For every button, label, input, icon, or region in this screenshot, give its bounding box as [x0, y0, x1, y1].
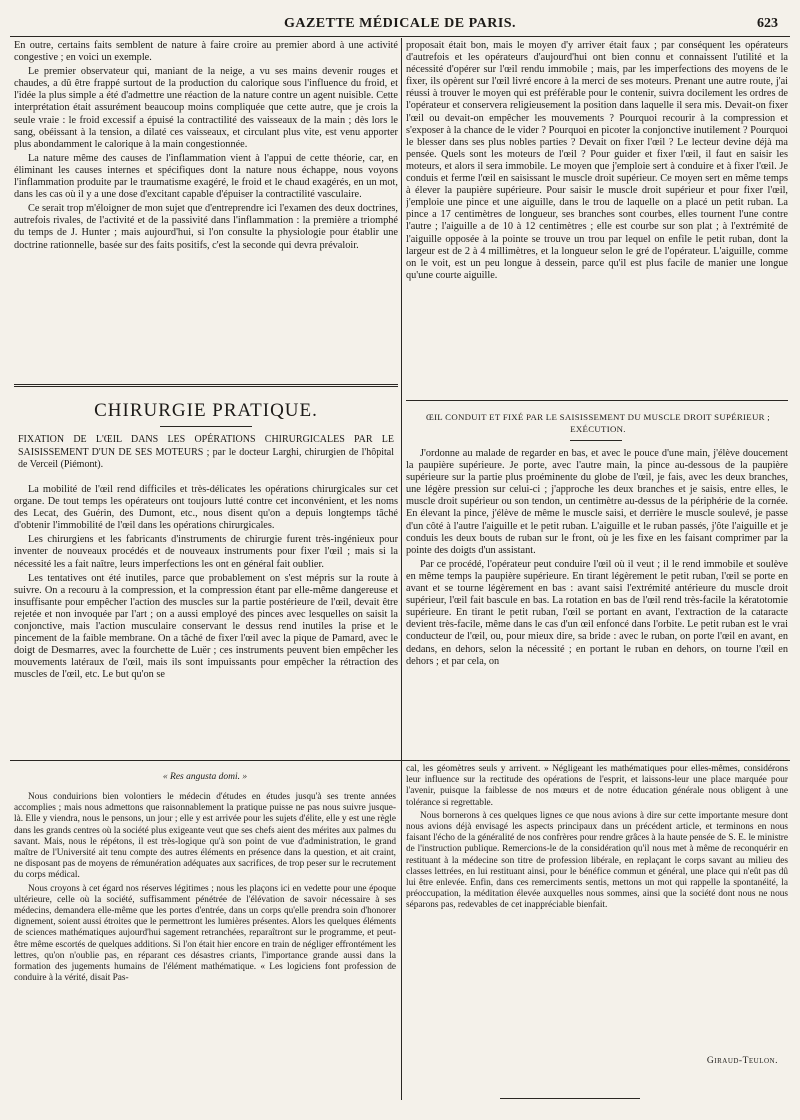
- paragraph: J'ordonne au malade de regarder en bas, et avec le pouce d'une main, j'élève doucement la paupière supérieure. Je porte, avec l'autre main, la pince au-dessous de la paupière supérieure sur la partie plus proéminente du globe de l'œil, je fais, avec les deux branches, une légère pression sur celui-ci ; j'approche les deux branches et je saisis, entre elles, le muscle droit supérieur ou son tendon, un centimètre au-dessus de la périphérie de la cornée. En élevant la pince, j'élève de même le muscle saisi, et derrière le muscle soulevé, je passe d'un côté à l'autre l'aiguille et le petit ruban. L'aiguille et le ruban passés, j'ôte l'aiguille et je conduis les deux bouts de ruban sur le front, où je les fixe en les faisant comprimer par la pointe des doigts d'un assistant.: [406, 448, 788, 556]
- header-rule: [10, 36, 790, 37]
- paragraph: Nous conduirions bien volontiers le médecin d'études en études jusqu'à ses trente années accomplies ; mais nous admettons que raisonnablement la pratique puisse ne pas nous suivre jusque-là. Elle y viendra, nous le pensons, un jour ; elle y est arrivée pour les sujets d'élite, elle y est une règle dans les grands centres où la société plus exigeante veut que ses chefs aient des mérites aux palmes du savant. Mais, nous le répétons, il est très-logique qu'à son point de vue d'administration, le grand maître de l'Université ait tenu compte des autres éléments en présence dans la question, et ait craint, ne disposant pas de moyens de rémunération adéquates aux sacrifices, de trop peser sur le recrutement du corps médical.: [14, 792, 396, 881]
- section-title-underline: [160, 426, 252, 427]
- paragraph: Les chirurgiens et les fabricants d'instruments de chirurgie furent très-ingénieux pour inventer de nouveaux procédés et de nouveaux instruments pour fixer l'œil ; mais si la nécessité les a fait naître, leurs imperfections les ont en général fait oublier.: [14, 534, 398, 570]
- right-subheading: ŒIL CONDUIT ET FIXÉ PAR LE SAISISSEMENT DU MUSCLE DROIT SUPÉRIEUR ; EXÉCUTION.: [425, 412, 771, 434]
- paragraph: La mobilité de l'œil rend difficiles et très-délicates les opérations chirurgicales sur cet organe. De tout temps les opérateurs ont toujours lutté contre cet inconvénient, et les noms des Lecat, des Guérin, des Dumont, etc., nous disent qu'on a depuis longtemps tâché d'obtenir l'immobilité de l'œil dans les opérations chirurgicales.: [14, 484, 398, 532]
- section-rule-top-2: [14, 386, 398, 387]
- right-section-rule: [406, 400, 788, 401]
- subheading-underline: [570, 440, 622, 441]
- paragraph: En outre, certains faits semblent de nature à faire croire au premier abord à une activité congestive ; en voici un exemple.: [14, 40, 398, 64]
- paragraph: Nous bornerons à ces quelques lignes ce que nous avions à dire sur cette importante mesure dont nous avions déjà envisagé les aspects principaux dans un précédent article, et terminons en nous faisant l'écho de la généralité de nos confrères pour rendre grâces à la haute pensée de S. E. le ministre de l'instruction publique. Remercions-le de la considération qu'il nous met à même de reconquérir en restituant à la médecine son titre de profession libérale, en replaçant le corps savant au milieu des classes lettrées, en lui restituant ainsi, pour le bénéfice commun et général, une place qui n'eût pas dû lui être enlevée. Enfin, dans ces remerciments sentis, mettons un mot qui rappelle la spontanéité, la préoccupation, la méditation élevée auxquelles nous sommes, ainsi que la société dont nous ne nous séparons pas, redevables de cet inappréciable bienfait.: [406, 810, 788, 911]
- column-divider-bottom: [401, 760, 402, 1100]
- author-signature: Giraud-Teulon.: [706, 1056, 778, 1066]
- bottom-right-text: [406, 764, 788, 1052]
- column-divider-top: [401, 38, 402, 760]
- section-rule-top: [14, 384, 398, 385]
- right-column-top-text: [406, 40, 788, 390]
- paragraph: La nature même des causes de l'inflammation vient à l'appui de cette théorie, car, en éliminant les causes internes et spécifiques dont la nature nous échappe, nous voyons l'inflammation produite par le traumatisme exagéré, le froid et le chaud exagérés, en un mot, dans les cas où il y a une dose d'excitant capable d'épuiser la contractilité vasculaire.: [14, 152, 398, 201]
- article-heading: FIXATION DE L'ŒIL DANS LES OPÉRATIONS CHIRURGICALES PAR LE SAISISSEMENT D'UN DE SES MOTEURS ; par le docteur Larghi, chirurgien de l'hôpital de Verceil (Piémont).: [18, 434, 394, 470]
- page-number: 623: [757, 16, 778, 31]
- bottom-left-text: [14, 792, 396, 1100]
- right-column-article-text: [406, 448, 788, 758]
- lower-section-rule: [10, 760, 790, 761]
- left-column-article-text: [14, 484, 398, 756]
- paragraph: Nous croyons à cet égard nos réserves légitimes ; nous les plaçons ici en vedette pour une époque ultérieure, celle où la société, suffisamment pénétrée de l'élévation de savoir nécessaire à ses médecins, demandera elle-même que les portes d'entrée, dans un corps qu'elle prendra soin d'honorer dignement, soient aussi étroites que le permettront les lumières présentes. Alors les quelques éléments de sciences mathématiques aujourd'hui sagement retranchées, reparaîtront sur le programme, et peut-être même escortés de quelques additions. Si l'on était hier encore en train de négliger effrontément les lettres, qu'on n'oublie pas, en réparant ces désastres criants, l'importance grande aussi dans la formation des jugements humains de l'élément mathématique. « Les logiciens font profession de conduire à la vérité, disait Pas-: [14, 883, 396, 984]
- page-header: [0, 14, 800, 36]
- closing-rule: [500, 1098, 640, 1099]
- section-title: CHIRURGIE PRATIQUE.: [94, 400, 318, 421]
- epigraph: « Res angusta domi. »: [162, 772, 248, 782]
- left-column-top-text: [14, 40, 398, 370]
- paragraph: Ce serait trop m'éloigner de mon sujet que d'entreprendre ici l'examen des deux doctrines, autrefois rivales, de l'activité et de la passivité dans l'inflammation : la première a triomphé du temps de J. Hunter ; mais aujourd'hui, si l'on consulte la physiologie pour établir une doctrine rationnelle, basée sur des faits positifs, c'est la seconde qui devra prévaloir.: [14, 203, 398, 251]
- paragraph: Par ce procédé, l'opérateur peut conduire l'œil où il veut ; il le rend immobile et soulève en même temps la paupière supérieure. En tirant légèrement le petit ruban, l'œil se porte en avant et se tourne légèrement en bas : avant saisi l'extrémité antérieure du muscle droit supérieur, l'œil fait bascule en bas. La rotation en bas de l'œil rend très-facile la kératotomie supérieure. En tirant le petit ruban, l'œil se portant en avant, l'extraction de la cataracte devient très-facile, même dans le cas d'un œil enfoncé dans l'orbite. Le petit ruban est le vrai conducteur de l'œil, ou, pour mieux dire, sa bride : avec le ruban, on porte l'œil en avant, en dedans, en dehors, selon la nécessité ; en portant le ruban en dehors, on tourne l'œil en dehors ; et par cela, on: [406, 558, 788, 667]
- paragraph: cal, les géomètres seuls y arrivent. » Négligeant les mathématiques pour elles-mêmes, considérons leur influence sur la rectitude des opérations de l'esprit, et laissons-leur une place marquée pour l'avenir, puisque la faiblesse de nos mœurs et de notre éducation générale nous obligent à une tolérance si regrettable.: [406, 764, 788, 808]
- journal-title: GAZETTE MÉDICALE DE PARIS.: [283, 16, 517, 31]
- paragraph: Les tentatives ont été inutiles, parce que probablement on s'est mépris sur la route à suivre. On a recouru à la compression, et la compression étant par elle-même dangereuse et insuffisante pour empêcher l'action des muscles sur la partie postérieure de l'œil, devait être rejetée et non invoquée par l'art ; on a aussi employé des pinces avec lesquelles on saisit la conjonctive, mais l'action musculaire conservant le dessus rend inutiles la prise et le pincement de la faible membrane. On a tâché de fixer l'œil avec la pique de Pamard, avec le doigt de Desmarres, avec la fourchette de Luër ; ces instruments peuvent bien empêcher les mouvements latéraux de l'œil, mais ils sont impuissants pour empêcher la rétraction des muscles de l'œil, etc. Le but qu'on se: [14, 572, 398, 681]
- paragraph: proposait était bon, mais le moyen d'y arriver était faux ; par conséquent les opérateurs d'autrefois et les opérateurs d'aujourd'hui ont bien connu et connaissent l'utilité et la nécessité d'opérer sur l'œil rendu immobile ; mais, par les imperfections des moyens de le fixer, ils opèrent sur l'œil livré encore à la merci de ses moteurs. Prenant une autre route, j'ai réussi à trouver le moyen qui est préférable pour le contenir, suivra docilement les ordres de l'opérateur et conservera religieusement la position dans laquelle il sera mis. Devait-on fixer l'œil ou devait-on empêcher les mouvements ? Pourquoi recourir à la compression et s'exposer à la chance de le vider ? Pourquoi en picoter la conjonctive inutilement ? Pourquoi le blesser dans ses plus nobles parties ? Devait on fixer l'œil ? Le lecteur devine déjà ma pensée. Quels sont les moteurs de l'œil ? Pour guider et fixer l'œil, il faut en saisir les moteurs, et alors il sera immobile. Le moyen que j'emploie sert à conduire et à fixer l'œil. Je conduis et ferme l'œil en saisissant le muscle droit supérieur. Ce moyen sert en même temps à élever la paupière supérieure. Pour saisir le muscle droit supérieur et pour fixer l'œil, j'emploie une pince et une aiguille, dans le trou de laquelle on a placé un petit ruban. La pince a 17 centimètres de longueur, ses branches sont courbes, elles tournent l'une contre l'autre ; l'aiguille a de 10 à 12 centimètres ; elle est courbe sur son plat ; à l'extrémité de l'aiguille opposée à la pointe se trouve un trou par lequel on enfile le petit ruban, dont la largeur est de 2 à 4 millimètres, et la longueur selon le gré de l'opérateur. L'aiguille, comme on le voit, est un peu longue à dessein, parce qu'il est plus facile de manier une longue qu'une courte aiguille.: [406, 40, 788, 281]
- paragraph: Le premier observateur qui, maniant de la neige, a vu ses mains devenir rouges et chaudes, a dû être frappé surtout de la production du calorique sous l'influence du froid, et l'idée la plus simple a été d'admettre une réaction de la nature contre un agent nuisible. Cette interprétation était assurément beaucoup moins compliquée que cette autre, que je crois la seule vraie : le froid excessif a épuisé la contractilité des vaisseaux de la main ; dès lors le sang, obéissant à la tension, a dilaté ces vaisseaux, et circulant plus vite, est venu apporter plus abondamment le calorique à la main congestionnée.: [14, 66, 398, 150]
